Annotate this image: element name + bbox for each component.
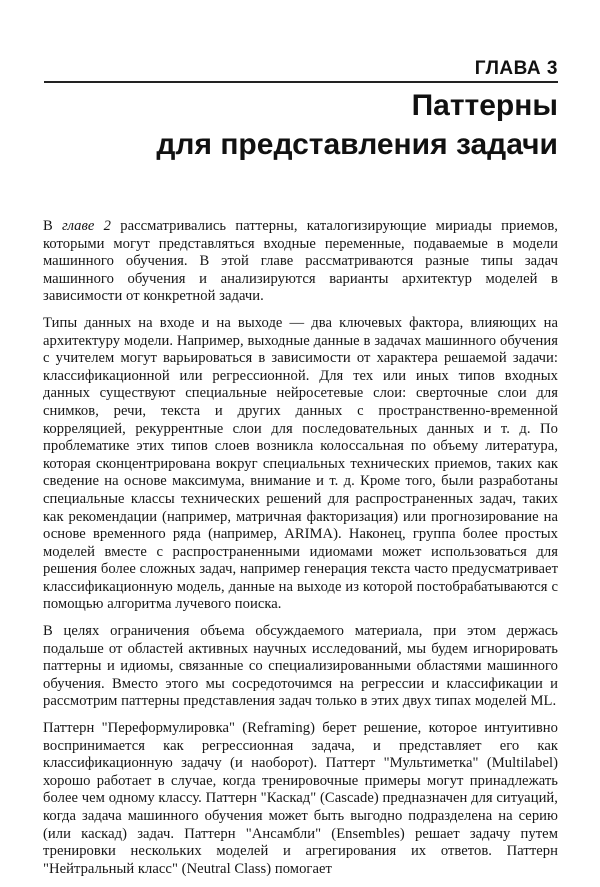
chapter-label: ГЛАВА 3	[474, 58, 558, 79]
paragraph-1-rest: рассматривались паттерны, каталогизирующие мириады приемов, которыми могут представляться входные переменные, подаваемые в модели машинного обучения. В этой главе рассматриваются разные типы задач машинного обучения и анализируются варианты архитектур моделей в зависимости от конкретной задачи.	[43, 218, 558, 305]
chapter-title-line2: для представления задачи	[156, 128, 558, 161]
paragraph-1	[43, 218, 558, 306]
header-rule	[44, 81, 558, 83]
paragraph-3: В целях ограничения объема обсуждаемого материала, при этом держась подальше от областей активных научных исследований, мы будем игнорировать паттерны и идиомы, связанные со специализированными областями машинного обучения. Вместо этого мы сосредоточимся на регрессии и классификации и рассмотрим паттерны представления задач только в этих двух типах моделей ML.	[43, 623, 558, 710]
body-text	[43, 218, 558, 887]
chapter-reference: главе 2	[62, 218, 111, 234]
paragraph-4: Паттерн "Переформулировка" (Reframing) берет решение, которое интуитивно воспринимается как регрессионная задача, и представляет его как классификационную задачу (и наоборот). Паттерт "Мультиметка" (Multilabel) хорошо работает в случае, когда тренировочные примеры могут принадлежать более чем одному классу. Паттерн "Каскад" (Cascade) предназначен для ситуаций, когда задача машинного обучения может быть выгодно подразделена на серию (или каскад) задач. Паттерн "Ансамбли" (Ensembles) решает задачу путем тренировки нескольких моделей и агрегирования их ответов. Паттерн "Нейтральный класс" (Neutral Class) помогает	[43, 720, 558, 877]
paragraph-2: Типы данных на входе и на выходе — два ключевых фактора, влияющих на архитектуру модели. Например, выходные данные в задачах машинного обучения с учителем могут варьироваться в зависимости от характера решаемой задачи: классификационной или регрессионной. Для тех или иных типов входных данных существуют специальные нейросетевые слои: сверточные слои для снимков, речи, текста и других данных с пространственно-временной корреляцией, рекуррентные слои для последовательных данных и т. д. По проблематике этих типов слоев возникла колоссальная по объему литература, которая сконцентрирована вокруг специальных технических приемов, таких как сведение на основе максимума, внимание и т. д. Кроме того, были разработаны специальные классы технических решений для распространенных задач, таких как рекомендации (например, матричная факторизация) или прогнозирование на основе временного ряда (например, ARIMA). Наконец, группа более простых моделей вместе с распространенными идиомами может использоваться для решения более сложных задач, например генерация текста часто предусматривает классификационную модель, данные на выходе из которой постобрабатываются с помощью алгоритма лучевого поиска.	[43, 314, 558, 613]
chapter-title-line1: Паттерны	[411, 89, 558, 122]
paragraph-1-pre: В	[43, 218, 63, 234]
chapter-title	[156, 86, 558, 164]
